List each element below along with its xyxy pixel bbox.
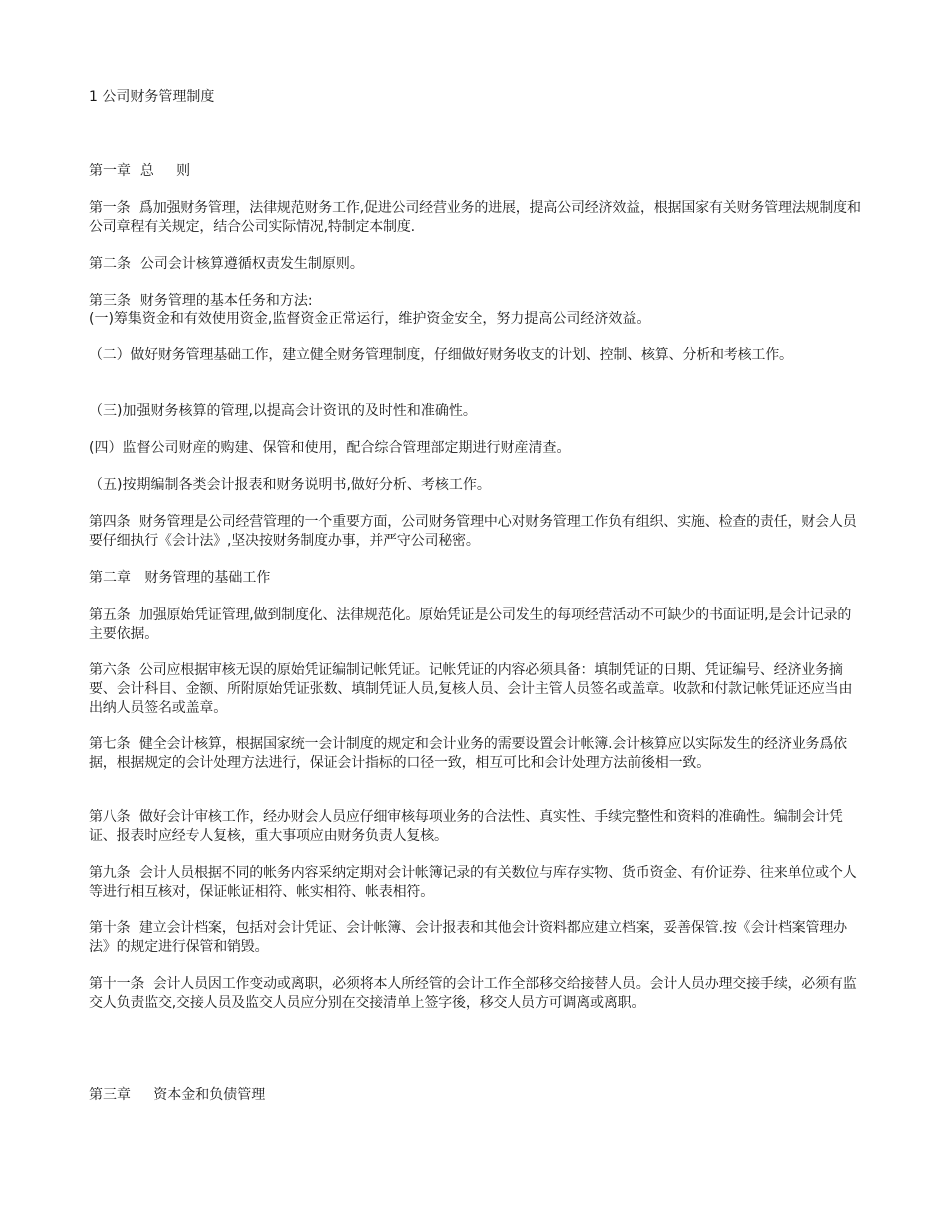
list-item-5: （五)按期编制各类会计报表和财务说明书,做好分析、考核工作。 [89,477,491,493]
document-title: 1 公司财务管理制度 [89,89,215,105]
chapter-heading-3: 第三章 资本金和负债管理 [89,1087,266,1103]
list-item-1: (一)筹集资金和有效使用资金,监督资金正常运行，维护资金安全，努力提高公司经济效益。 [89,311,651,327]
list-item-3: （三)加强财务核算的管理,以提高会计资讯的及时性和准确性。 [89,403,477,419]
article-2: 第二条 公司会计核算遵循权责发生制原则。 [89,256,364,272]
article-8: 第八条 做好会计审核工作，经办财会人员应仔细审核每项业务的合法性、真实性、手续完整性和资料的准确性。编制会计凭证、报表时应经专人复核，重大事项应由财务负责人复核。 [89,809,843,844]
article-10: 第十条 建立会计档案，包括对会计凭证、会计帐簿、会计报表和其他会计资料都应建立档案，妥善保管.按《会计档案管理办法》的规定进行保管和销毁。 [89,920,847,955]
article-7: 第七条 健全会计核算，根据国家统一会计制度的规定和会计业务的需要设置会计帐簿.会计核算应以实际发生的经济业务爲依据，根据规定的会计处理方法进行，保证会计指标的口径一致，相互可比和会计处理方法前後相一致。 [89,736,847,771]
chapter-heading-1: 第一章 总 则 [89,163,191,179]
article-4: 第四条 财务管理是公司经营管理的一个重要方面，公司财务管理中心对财务管理工作负有组织、实施、检查的责任，财会人员要仔细执行《会计法》,坚决按财务制度办事，并严守公司秘密。 [89,514,857,549]
article-1: 第一条 爲加强财务管理，法律规范财务工作,促进公司经营业务的进展，提高公司经济效益，根据国家有关财务管理法规制度和公司章程有关规定，结合公司实际情况,特制定本制度. [89,200,861,235]
article-9: 第九条 会计人员根据不同的帐务内容采纳定期对会计帐簿记录的有关数位与库存实物、货币资金、有价证券、往来单位或个人等进行相互核对，保证帐证相符、帐实相符、帐表相符。 [89,865,857,900]
article-6: 第六条 公司应根据审核无误的原始凭证编制记帐凭证。记帐凭证的内容必须具备：填制凭证的日期、凭证编号、经济业务摘要、会计科目、金额、所附原始凭证张数、填制凭证人员,复核人员、会计主管人员签名或盖章。收款和付款记帐凭证还应当由出纳人员签名或盖章。 [89,662,853,716]
list-item-2: （二）做好财务管理基础工作，建立健全财务管理制度，仔细做好财务收支的计划、控制、核算、分析和考核工作。 [89,347,793,363]
article-11: 第十一条 会计人员因工作变动或离职，必须将本人所经管的会计工作全部移交给接替人员。会计人员办理交接手续，必须有监交人负责监交,交接人员及监交人员应分别在交接清单上签字後，移交人员方可调离或离职。 [89,976,857,1011]
article-3: 第三条 财务管理的基本任务和方法: [89,293,313,309]
article-5: 第五条 加强原始凭证管理,做到制度化、法律规范化。原始凭证是公司发生的每项经营活动不可缺少的书面证明,是会计记录的主要依据。 [89,607,852,642]
chapter-heading-2: 第二章 财务管理的基础工作 [89,570,271,586]
list-item-4: (四）监督公司财産的购建、保管和使用，配合综合管理部定期进行财産清查。 [89,440,571,456]
